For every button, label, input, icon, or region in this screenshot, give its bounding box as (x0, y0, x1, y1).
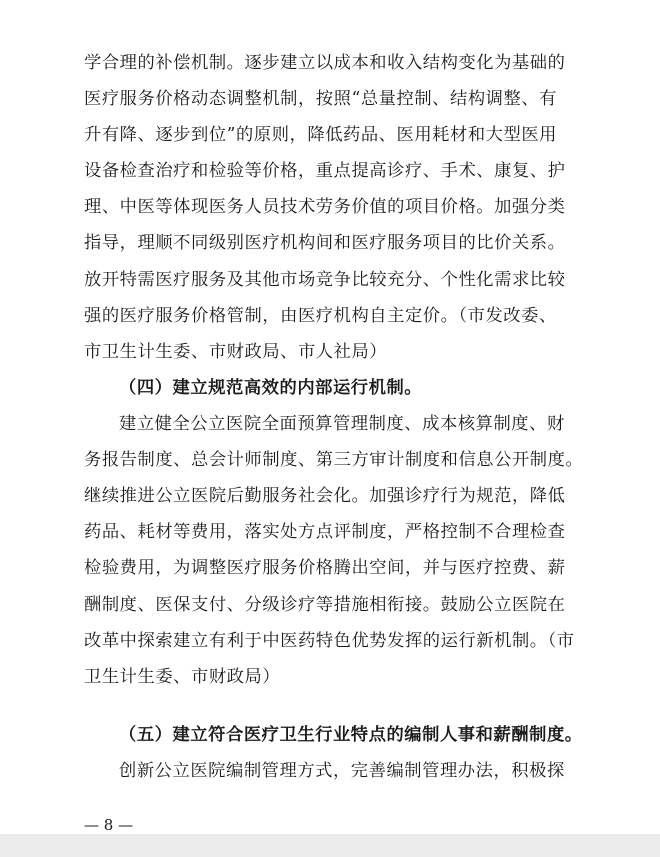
section-heading: （五）建立符合医疗卫生行业特点的编制人事和薪酬制度。 (119, 725, 583, 745)
body-text-line: 理、中医等体现医务人员技术劳务价值的项目价格。加强分类 (84, 197, 566, 217)
body-text-line: 医疗服务价格动态调整机制，按照“总量控制、结构调整、有 (84, 89, 557, 109)
body-text-line: 学合理的补偿机制。逐步建立以成本和收入结构变化为基础的 (84, 53, 566, 73)
body-text-line: 放开特需医疗服务及其他市场竞争比较充分、个性化需求比较 (84, 270, 566, 290)
body-text-line: 建立健全公立医院全面预算管理制度、成本核算制度、财 (119, 414, 565, 434)
body-text-line: 继续推进公立医院后勤服务社会化。加强诊疗行为规范，降低 (84, 486, 566, 506)
body-text-line: 酬制度、医保支付、分级诊疗等措施相衔接。鼓励公立医院在 (84, 595, 566, 615)
body-text-line: 升有降、逐步到位”的原则，降低药品、医用耗材和大型医用 (84, 125, 557, 145)
page-number: — 8 — (84, 816, 134, 834)
body-text-line: 改革中探索建立有利于中医药特色优势发挥的运行新机制。（市 (84, 631, 575, 651)
body-text-line: 务报告制度、总会计师制度、第三方审计制度和信息公开制度。 (84, 450, 584, 470)
section-heading: （四）建立规范高效的内部运行机制。 (119, 378, 423, 398)
body-text-line: 卫生计生委、市财政局） (84, 667, 281, 687)
body-text-line: 强的医疗服务价格管制，由医疗机构自主定价。（市发改委、 (84, 306, 557, 326)
viewer-bottom-bar (0, 834, 660, 857)
body-text-line: 设备检查治疗和检验等价格，重点提高诊疗、手术、康复、护 (84, 161, 566, 181)
body-text-line: 创新公立医院编制管理方式，完善编制管理办法，积极探 (119, 761, 565, 781)
body-text-line: 检验费用，为调整医疗服务价格腾出空间，并与医疗控费、薪 (84, 558, 566, 578)
body-text-line: 指导，理顺不同级别医疗机构间和医疗服务项目的比价关系。 (84, 233, 566, 253)
body-text-line: 药品、耗材等费用，落实处方点评制度，严格控制不合理检查 (84, 522, 566, 542)
body-text-line: 市卫生计生委、市财政局、市人社局） (84, 342, 388, 362)
